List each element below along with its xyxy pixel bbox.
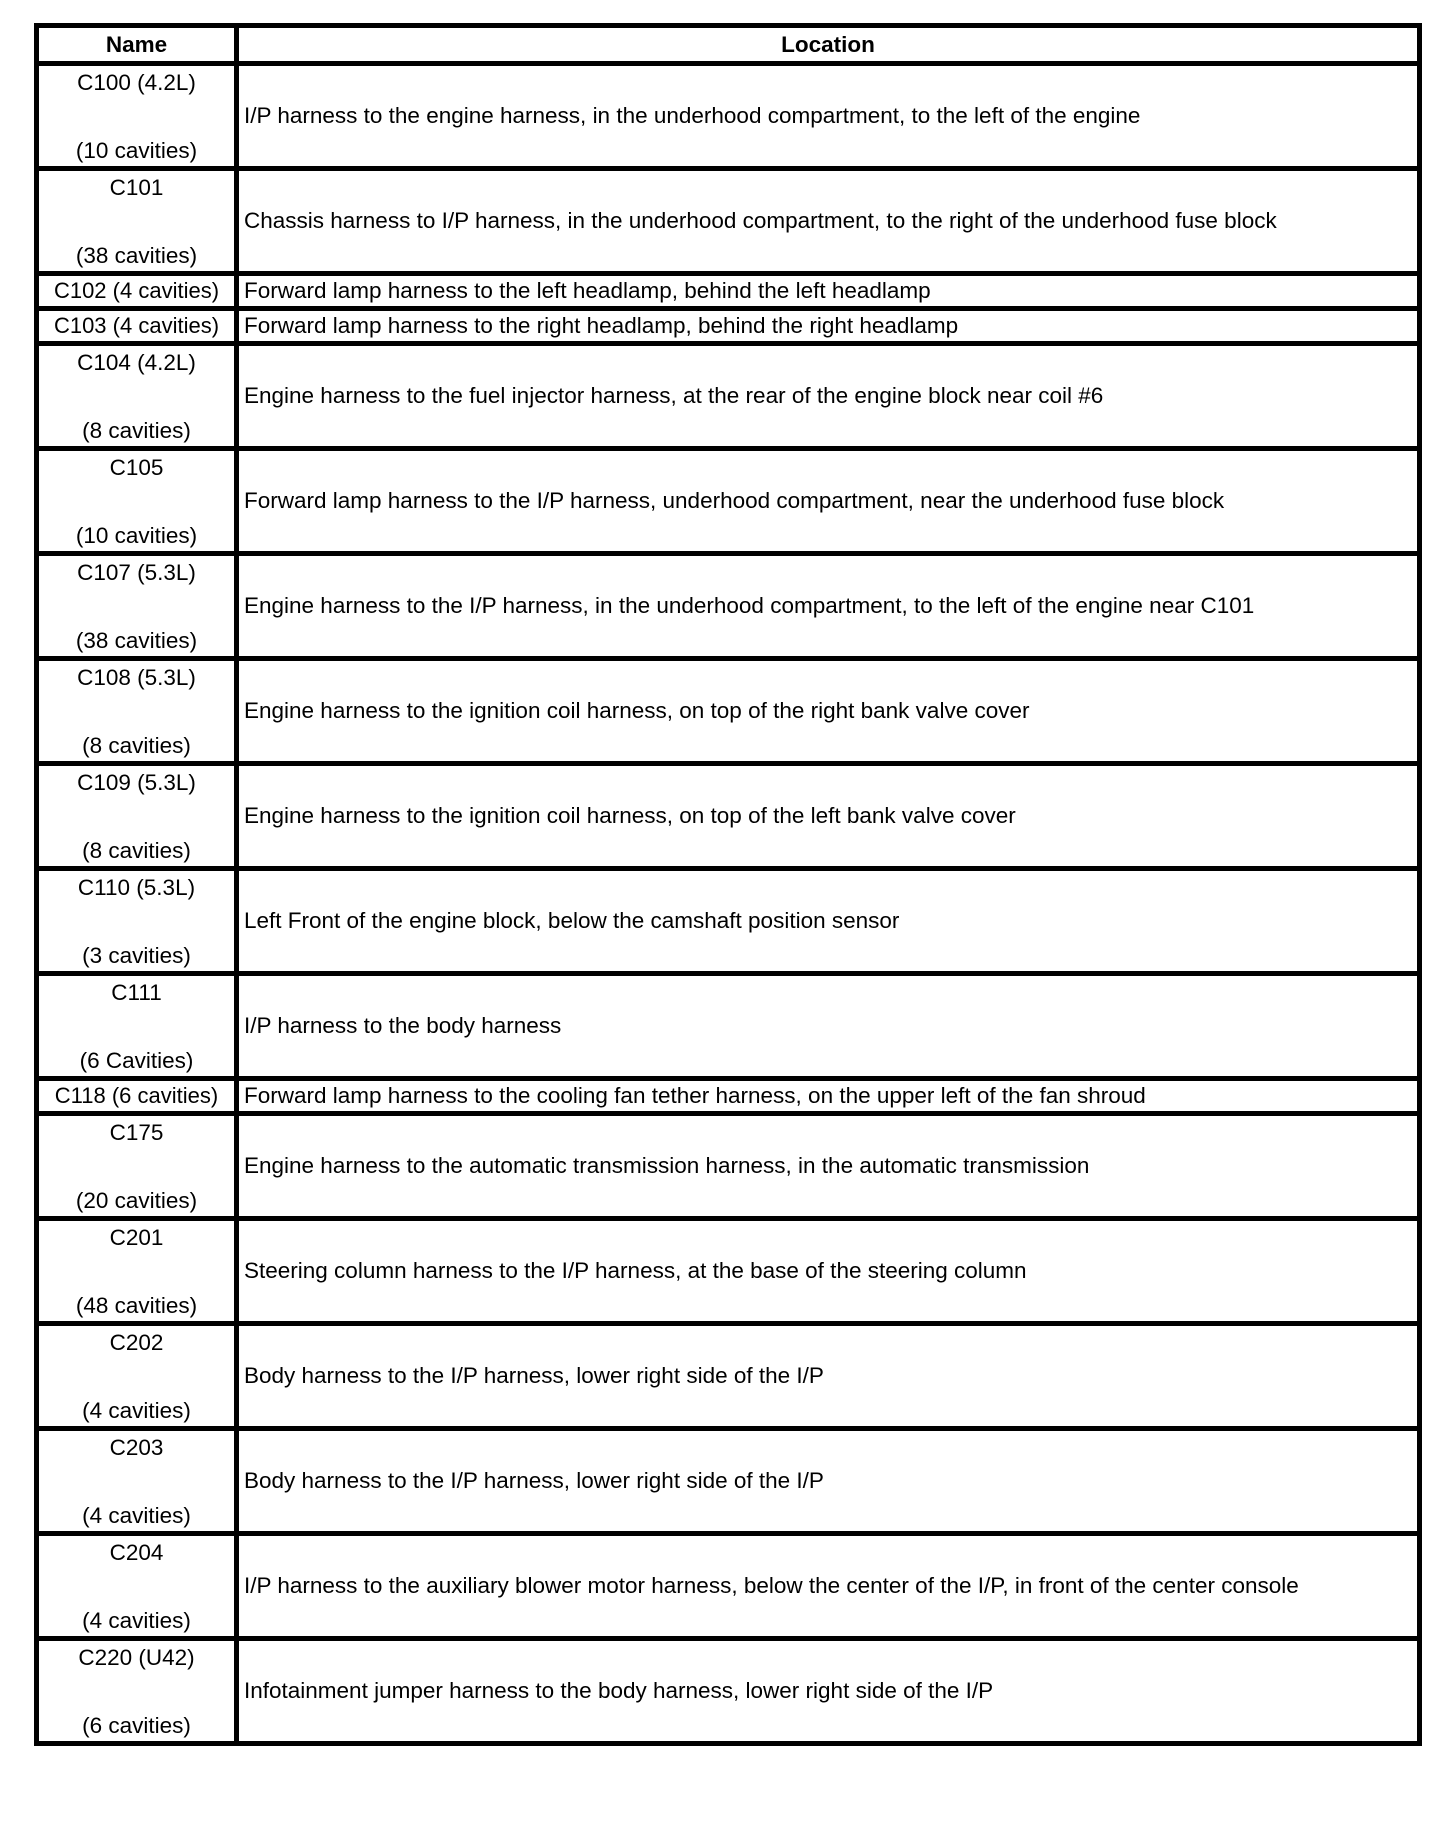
connector-name-cell bbox=[37, 974, 237, 1079]
connector-name: C220 (U42) bbox=[78, 1645, 195, 1670]
connector-name-cell bbox=[37, 64, 237, 169]
connector-location: I/P harness to the body harness bbox=[237, 974, 1420, 1079]
connector-name-cell bbox=[37, 449, 237, 554]
connector-cavities: (8 cavities) bbox=[82, 418, 191, 443]
connector-location: Steering column harness to the I/P harness, at the base of the steering column bbox=[237, 1219, 1420, 1324]
table-row bbox=[37, 869, 1420, 974]
connector-location: I/P harness to the auxiliary blower motor harness, below the center of the I/P, in front of the center console bbox=[237, 1534, 1420, 1639]
connector-cavities: (10 cavities) bbox=[75, 523, 198, 548]
connector-name: C203 bbox=[109, 1435, 164, 1460]
connector-name: C108 (5.3L) bbox=[77, 665, 196, 690]
connector-location: Engine harness to the fuel injector harness, at the rear of the engine block near coil #6 bbox=[237, 344, 1420, 449]
connector-cavities: (4 cavities) bbox=[82, 1608, 191, 1633]
connector-cavities: (20 cavities) bbox=[75, 1188, 198, 1213]
connector-name-cell bbox=[37, 1324, 237, 1429]
connector-cavities: (6 Cavities) bbox=[79, 1048, 194, 1073]
connector-name: C110 (5.3L) bbox=[77, 875, 196, 900]
header-location: Location bbox=[237, 26, 1420, 64]
table-row bbox=[37, 169, 1420, 274]
table-row bbox=[37, 274, 1420, 309]
table-row bbox=[37, 1219, 1420, 1324]
connector-location: Engine harness to the I/P harness, in the underhood compartment, to the left of the engine near C101 bbox=[237, 554, 1420, 659]
connector-cavities: (6 cavities) bbox=[82, 1713, 191, 1738]
connector-name: C204 bbox=[109, 1540, 164, 1565]
connector-location: Forward lamp harness to the cooling fan tether harness, on the upper left of the fan shroud bbox=[237, 1079, 1420, 1114]
table-row bbox=[37, 64, 1420, 169]
connector-table bbox=[34, 23, 1422, 1746]
connector-location: Engine harness to the ignition coil harness, on top of the left bank valve cover bbox=[237, 764, 1420, 869]
connector-location: Body harness to the I/P harness, lower right side of the I/P bbox=[237, 1324, 1420, 1429]
connector-location: Body harness to the I/P harness, lower right side of the I/P bbox=[237, 1429, 1420, 1534]
connector-location: Engine harness to the ignition coil harness, on top of the right bank valve cover bbox=[237, 659, 1420, 764]
header-row bbox=[37, 26, 1420, 64]
connector-cavities: (38 cavities) bbox=[75, 628, 198, 653]
connector-cavities: (38 cavities) bbox=[75, 243, 198, 268]
connector-location: Forward lamp harness to the left headlamp, behind the left headlamp bbox=[237, 274, 1420, 309]
connector-name-cell bbox=[37, 344, 237, 449]
connector-location: Left Front of the engine block, below the camshaft position sensor bbox=[237, 869, 1420, 974]
connector-name-cell bbox=[37, 554, 237, 659]
connector-cavities: (4 cavities) bbox=[82, 1503, 191, 1528]
connector-name-cell: C102 (4 cavities) bbox=[37, 274, 237, 309]
connector-name: C201 bbox=[109, 1225, 164, 1250]
connector-name-cell bbox=[37, 1534, 237, 1639]
connector-name-cell: C103 (4 cavities) bbox=[37, 309, 237, 344]
connector-name-cell bbox=[37, 1429, 237, 1534]
connector-name: C111 bbox=[111, 980, 162, 1005]
connector-cavities: (4 cavities) bbox=[82, 1398, 191, 1423]
connector-name: C175 bbox=[109, 1120, 164, 1145]
connector-location: Chassis harness to I/P harness, in the underhood compartment, to the right of the underhood fuse block bbox=[237, 169, 1420, 274]
connector-cavities: (3 cavities) bbox=[82, 943, 191, 968]
connector-location: I/P harness to the engine harness, in the underhood compartment, to the left of the engine bbox=[237, 64, 1420, 169]
connector-name: C109 (5.3L) bbox=[77, 770, 196, 795]
table-row bbox=[37, 1079, 1420, 1114]
connector-name-cell bbox=[37, 1114, 237, 1219]
connector-location: Forward lamp harness to the I/P harness, underhood compartment, near the underhood fuse block bbox=[237, 449, 1420, 554]
table-row bbox=[37, 974, 1420, 1079]
connector-name: C107 (5.3L) bbox=[77, 560, 196, 585]
connector-name: C202 bbox=[109, 1330, 164, 1355]
connector-name: C101 bbox=[109, 175, 164, 200]
table-row bbox=[37, 309, 1420, 344]
connector-location: Engine harness to the automatic transmission harness, in the automatic transmission bbox=[237, 1114, 1420, 1219]
table-row bbox=[37, 764, 1420, 869]
connector-name-cell bbox=[37, 869, 237, 974]
table-row bbox=[37, 1429, 1420, 1534]
connector-name-cell bbox=[37, 764, 237, 869]
table-row bbox=[37, 1534, 1420, 1639]
connector-location: Infotainment jumper harness to the body harness, lower right side of the I/P bbox=[237, 1639, 1420, 1744]
connector-location: Forward lamp harness to the right headlamp, behind the right headlamp bbox=[237, 309, 1420, 344]
table-row bbox=[37, 1324, 1420, 1429]
connector-name: C105 bbox=[109, 455, 164, 480]
table-row bbox=[37, 554, 1420, 659]
connector-name-cell bbox=[37, 169, 237, 274]
connector-name: C100 (4.2L) bbox=[77, 70, 196, 95]
connector-name-cell: C118 (6 cavities) bbox=[37, 1079, 237, 1114]
table-row bbox=[37, 449, 1420, 554]
connector-name-cell bbox=[37, 1219, 237, 1324]
header-name: Name bbox=[37, 26, 237, 64]
connector-name: C104 (4.2L) bbox=[77, 350, 196, 375]
table-row bbox=[37, 344, 1420, 449]
table-row bbox=[37, 1639, 1420, 1744]
connector-cavities: (8 cavities) bbox=[82, 838, 191, 863]
connector-name-cell bbox=[37, 659, 237, 764]
connector-cavities: (48 cavities) bbox=[75, 1293, 198, 1318]
connector-cavities: (8 cavities) bbox=[82, 733, 191, 758]
connector-cavities: (10 cavities) bbox=[75, 138, 198, 163]
table-row bbox=[37, 1114, 1420, 1219]
table-row bbox=[37, 659, 1420, 764]
connector-name-cell bbox=[37, 1639, 237, 1744]
